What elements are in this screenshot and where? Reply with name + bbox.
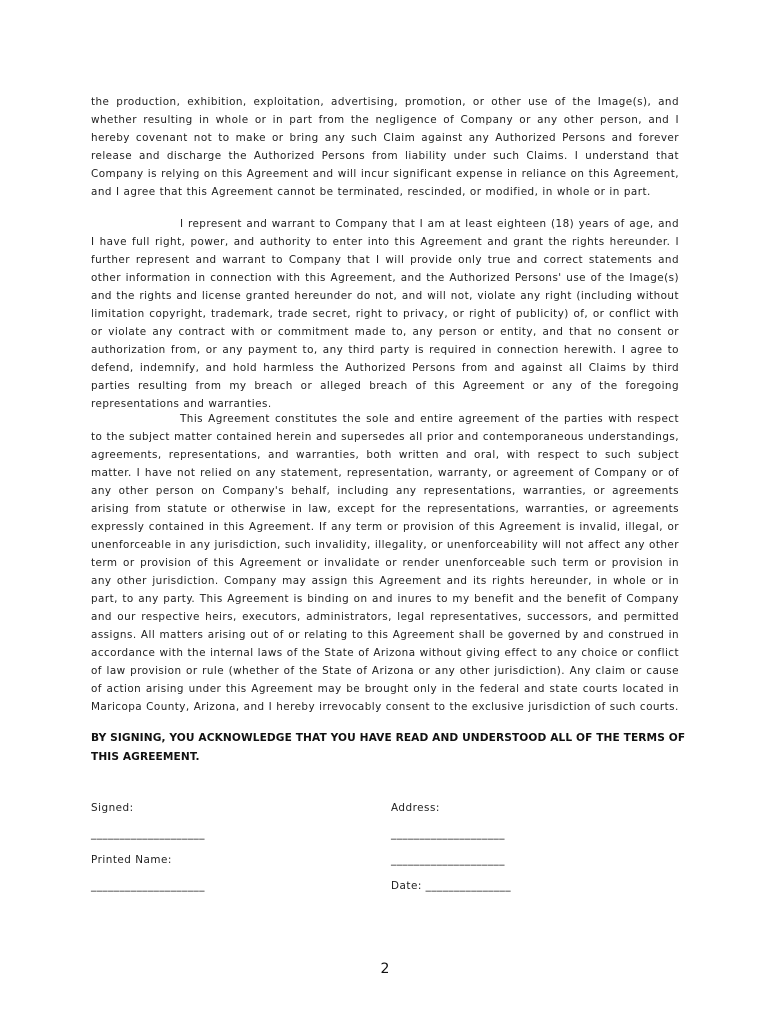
body-paragraph-release: the production, exhibition, exploitation, advertising, promotion, or other use of the Image(s), and whether resulting in whole or in part from the negligence of Company or any other person, and I hereby covenant not to make or bring any such Claim against any Authorized Persons and forever release and discharge the Authorized Persons from liability under such Claims. I understand that Company is relying on this Agreement and will incur significant expense in reliance on this Agreement, and I agree that this Agreement cannot be terminated, rescinded, or modified, in whole or in part. (91, 96, 679, 198)
address-line-2[interactable]: ____________________ (391, 854, 505, 866)
date-field[interactable]: Date: _______________ (391, 880, 512, 892)
acknowledgement-notice: BY SIGNING, YOU ACKNOWLEDGE THAT YOU HAVE READ AND UNDERSTOOD ALL OF THE TERMS OF THIS AGREEMENT. (91, 732, 686, 763)
signature-line[interactable]: ____________________ (91, 828, 205, 840)
printed-name-line[interactable]: ____________________ (91, 880, 205, 892)
body-paragraph-entire-agreement: This Agreement constitutes the sole and entire agreement of the parties with respect to the subject matter contained herein and supersedes all prior and contemporaneous understandings, agreements, representations, and warranties, both written and oral, with respect to such subject matter. I have not relied on any statement, representation, warranty, or agreement of Company or of any other person on Company's behalf, including any representations, warranties, or agreements arising from statute or otherwise in law, except for the representations, warranties, or agreements expressly contained in this Agreement. If any term or provision of this Agreement is invalid, illegal, or unenforceable in any jurisdiction, such invalidity, illegality, or unenforceability will not affect any other term or provision of this Agreement or invalidate or render unenforceable such term or provision in any other jurisdiction. Company may assign this Agreement and its rights hereunder, in whole or in part, to any party. This Agreement is binding on and inures to my benefit and the benefit of Company and our respective heirs, executors, administrators, legal representatives, successors, and permitted assigns. All matters arising out of or relating to this Agreement shall be governed by and construed in accordance with the internal laws of the State of Arizona without giving effect to any choice or conflict of law provision or rule (whether of the State of Arizona or any other jurisdiction). Any claim or cause of action arising under this Agreement may be brought only in the federal and state courts located in Maricopa County, Arizona, and I hereby irrevocably consent to the exclusive jurisdiction of such courts. (91, 413, 679, 713)
address-line-1[interactable]: ____________________ (391, 828, 505, 840)
printed-name-label: Printed Name: (91, 854, 172, 866)
address-label: Address: (391, 802, 440, 814)
page-number: 2 (380, 961, 390, 977)
signed-label: Signed: (91, 802, 134, 814)
body-paragraph-representations: I represent and warrant to Company that I am at least eighteen (18) years of age, and I have full right, power, and authority to enter into this Agreement and grant the rights hereunder. I further represent and warrant to Company that I will provide only true and correct statements and other information in connection with this Agreement, and the Authorized Persons' use of the Image(s) and the rights and license granted hereunder do not, and will not, violate any right (including without limitation copyright, trademark, trade secret, right to privacy, or right of publicity) of, or conflict with or violate any contract with or commitment made to, any person or entity, and that no consent or authorization from, or any payment to, any third party is required in connection herewith. I agree to defend, indemnify, and hold harmless the Authorized Persons from and against all Claims by third parties resulting from my breach or alleged breach of this Agreement or any of the foregoing representations and warranties. (91, 218, 679, 410)
